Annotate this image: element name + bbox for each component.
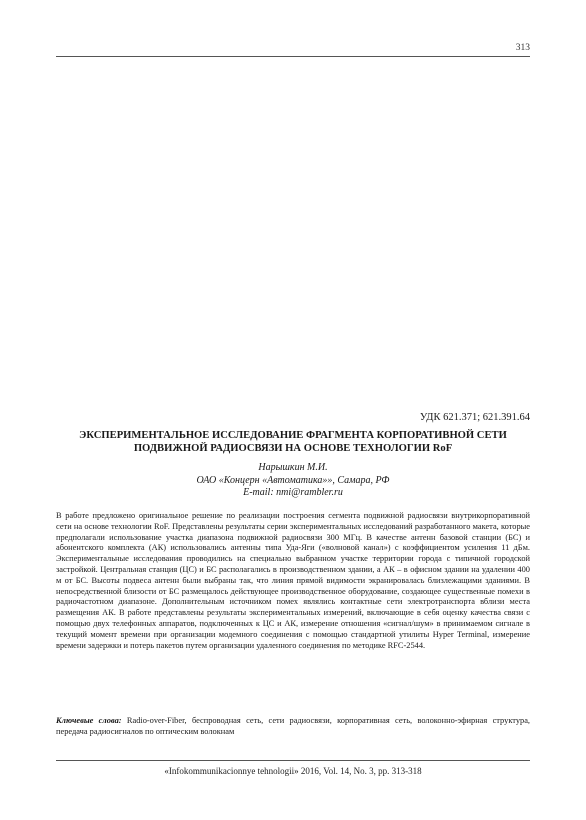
title-line-1: ЭКСПЕРИМЕНТАЛЬНОЕ ИССЛЕДОВАНИЕ ФРАГМЕНТА КОРПОРАТИВНОЙ СЕТИ: [79, 430, 507, 441]
udc-code: УДК 621.371; 621.391.64: [419, 412, 530, 423]
article-title: [56, 429, 530, 455]
author-affiliation: ОАО «Концерн «Автоматика»», Самара, РФ: [196, 474, 390, 486]
author-name: Нарышкин М.И.: [258, 462, 328, 473]
footer-rule: [56, 760, 530, 761]
header-rule: [56, 56, 530, 57]
abstract: В работе предложено оригинальное решение по реализации построения сегмента подвижной радиосвязи внутрикорпоративной сети на основе технологии RoF. Представлены результаты серии экспериментальных исследований разработанного макета, которые предполагали использование участка диапазона подвижной радиосвязи 300 МГц. В качестве антенн базовой станции (БС) и абонентского комплекта (АК) использовались антенны типа Уда-Яги («волновой канал») с коэффициентом усиления 11 дБм. Экспериментальные исследования проводились на специально выбранном участке территории города с типичной городской застройкой. Центральная станция (ЦС) и БС располагались в производственном здании, а АК – в офисном здании на удалении 400 м от БС. Высоты подвеса антенн были выбраны так, что линия прямой видимости экранировалась близлежащими зданиями. В непосредственной близости от БС размещалось действующее производственное оборудование, создающее существенные помехи в радиочастотном диапазоне. Дополнительным источником помех являлись контактные сети электротранспорта вблизи места размещения АК. В работе представлены результаты экспериментальных измерений, включающие в себя оценку качества связи с помощью двух телефонных аппаратов, подключенных к ЦС и АК, измерение отношения «сигнал/шум» в принимаемом сигнале в текущий момент времени при организации модемного соединения с помощью стандартной утилиты Hyper Terminal, измерение времени задержки и потерь пакетов путем организации удаленного соединения по методике RFC-2544.: [56, 511, 530, 650]
keywords: [56, 716, 530, 738]
keywords-text: Radio-over-Fiber, беспроводная сеть, сети радиосвязи, корпоративная сеть, волоконно-эфирная структура, передача радиосигналов по оптическим волокнам: [56, 716, 531, 736]
title-line-2: ПОДВИЖНОЙ РАДИОСВЯЗИ НА ОСНОВЕ ТЕХНОЛОГИИ RoF: [133, 443, 453, 454]
author-email: E-mail: nmi@rambler.ru: [243, 487, 343, 498]
page-number: 313: [515, 43, 530, 53]
author-block: [56, 462, 530, 500]
keywords-label: Ключевые слова:: [56, 716, 122, 725]
footer-citation: «Infokommunikacionnye tehnologii» 2016, Vol. 14, No. 3, pp. 313-318: [164, 766, 422, 776]
